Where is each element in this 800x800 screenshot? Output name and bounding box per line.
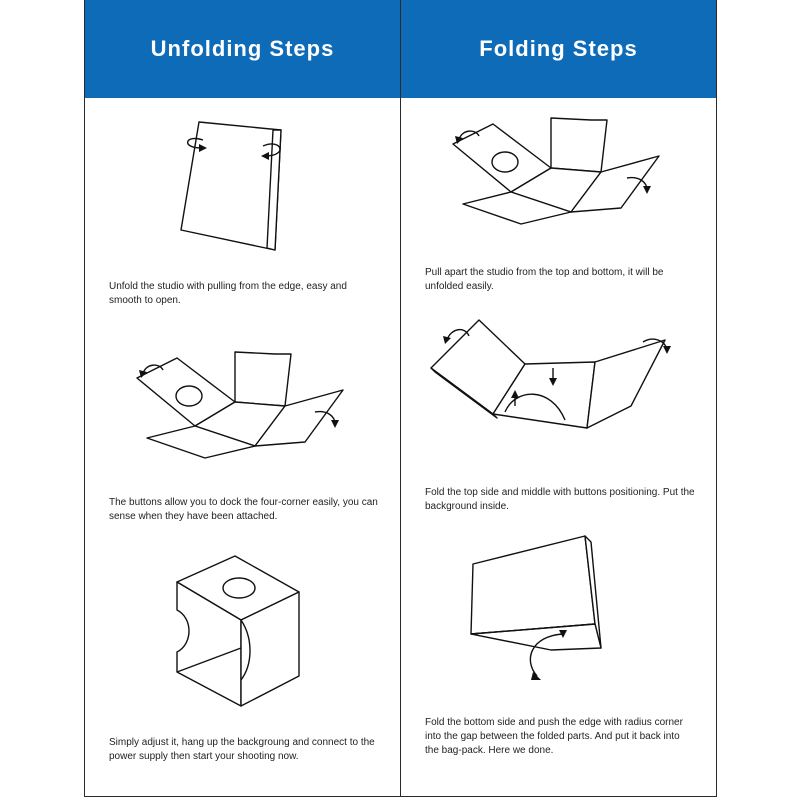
unfolding-step-1-caption: Unfold the studio with pulling from the edge, easy and smooth to open. [109,281,347,306]
cross-shaped-panels-illustration [85,330,400,480]
assembled-cube-studio-illustration [85,548,400,718]
folding-step-3-caption: Fold the bottom side and push the edge with radius corner into the gap between the folded parts. And put it back into the bag-pack. Here we done. [425,717,683,756]
folding-panel [400,0,717,797]
folding-step-1-caption: Pull apart the studio from the top and bottom, it will be unfolded easily. [425,267,664,292]
unfolding-step-2-caption: The buttons allow you to dock the four-corner easily, you can sense when they have been attached. [109,497,378,522]
folded-flat-board-illustration [85,98,400,268]
folding-header: Folding Steps [401,0,716,98]
cross-shaped-panels-illustration [401,98,716,258]
folded-wedge-board-illustration [401,530,716,700]
half-folded-panels-illustration [401,310,716,460]
unfolding-panel [84,0,401,797]
unfolding-step-3-caption: Simply adjust it, hang up the backgroung and connect to the power supply then start your shooting now. [109,737,375,762]
folding-step-2-caption: Fold the top side and middle with buttons positioning. Put the background inside. [425,487,695,512]
unfolding-header: Unfolding Steps [85,0,400,98]
